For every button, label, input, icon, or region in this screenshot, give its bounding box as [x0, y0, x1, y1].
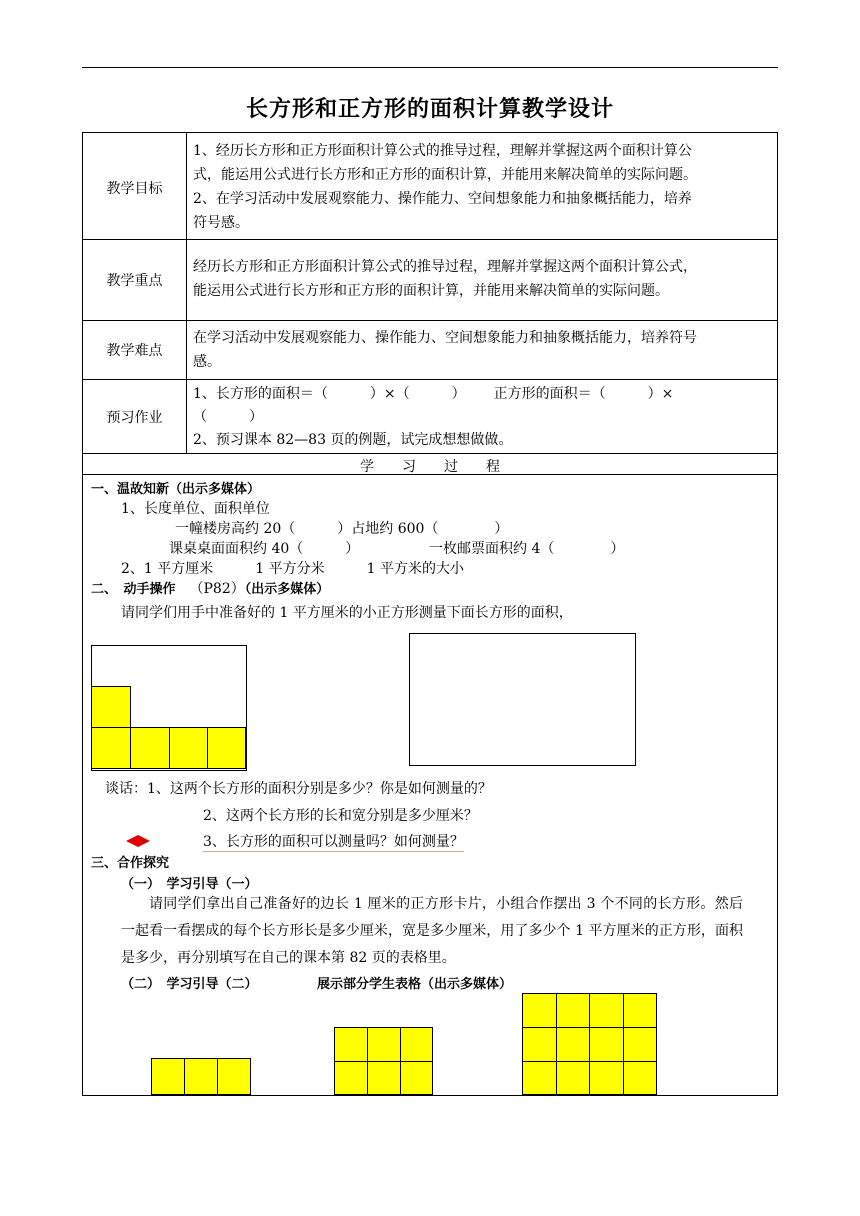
- s3-paragraph: 请同学们拿出自己准备好的边长 1 厘米的正方形卡片，小组合作摆出 3 个不同的长方形。然后一起看一看摆成的每个长方形长是多少厘米，宽是多少厘米，用了多少个 1 平方厘米的正方形，面积是多少，再分别填写在自己的课本第 82 页的表格里。: [121, 896, 743, 966]
- empty-rectangle: [409, 633, 636, 766]
- unit-square: [217, 1058, 251, 1095]
- header-rule: [82, 67, 778, 68]
- s3-sub2: （二） 学习引导（二）: [121, 977, 258, 992]
- section2-heading: 二、 动手操作: [91, 582, 176, 597]
- unit-square: [367, 1061, 401, 1095]
- s1-line2: 一幢楼房高约 20（ ）占地约 600（ ）: [175, 521, 509, 537]
- unit-square: [623, 993, 657, 1028]
- process-header: 学 习 过 程: [360, 459, 500, 475]
- unit-square: [400, 1027, 433, 1062]
- lesson-table: [82, 132, 778, 1096]
- unit-square: [151, 1058, 185, 1095]
- s2-intro: 请同学们用手中准备好的 1 平方厘米的小正方形测量下面长方形的面积，: [121, 605, 573, 621]
- text-line: [193, 383, 773, 406]
- row-divider: [83, 379, 777, 380]
- text-line: 2、预习课本 82—83 页的例题，试完成想想做做。: [193, 432, 513, 448]
- unit-square: [589, 1027, 624, 1062]
- difficulty-content: [193, 326, 773, 374]
- text-line: 1、经历长方形和正方形面积计算公式的推导过程，理解并掌握这两个面积计算公: [193, 143, 692, 159]
- difficulty-label: 教学难点: [106, 343, 163, 359]
- unit-square: [334, 1027, 368, 1062]
- media-note: （出示多媒体）: [244, 582, 330, 597]
- preview-label: 预习作业: [106, 410, 163, 426]
- text-line: 感。: [193, 354, 221, 370]
- text-line: 在学习活动中发展观察能力、操作能力、空间想象能力和抽象概括能力，培养符号: [193, 330, 697, 346]
- text-line: 2、在学习活动中发展观察能力、操作能力、空间想象能力和抽象概括能力，培养: [193, 191, 692, 207]
- section3-heading: 三、合作探究: [91, 856, 170, 871]
- preview-content: [193, 383, 773, 452]
- row-divider: [83, 453, 777, 454]
- unit-square: [556, 1061, 590, 1095]
- page-ref: （P82）: [189, 581, 245, 597]
- s1-line1: 1、长度单位、面积单位: [121, 501, 270, 517]
- unit-square: [334, 1061, 368, 1095]
- text-line: （ ）: [193, 409, 263, 425]
- s1-line4: 2、1 平方厘米 1 平方分米 1 平方米的大小: [121, 561, 464, 577]
- column-divider: [186, 133, 187, 453]
- unit-square: [91, 686, 131, 728]
- key-content: [193, 255, 773, 303]
- unit-square: [400, 1061, 433, 1095]
- goal-content: [193, 139, 773, 235]
- square-formula-blank: 正方形的面积＝（ ）×: [493, 386, 674, 402]
- s2-question1: 谈话：1、这两个长方形的面积分别是多少？你是如何测量的？: [105, 781, 492, 797]
- unit-square: [367, 1027, 401, 1062]
- rect-formula-blank: 1、长方形的面积＝（ ）×（ ）: [193, 386, 466, 402]
- unit-square: [623, 1027, 657, 1062]
- s3-sub2-note: 展示部分学生表格（出示多媒体）: [317, 977, 513, 992]
- unit-square: [522, 993, 557, 1028]
- unit-square: [556, 993, 590, 1028]
- goal-label: 教学目标: [106, 181, 163, 197]
- section1-heading: 一、温故知新（出示多媒体）: [91, 482, 261, 497]
- unit-square: [556, 1027, 590, 1062]
- row-divider: [83, 239, 777, 240]
- unit-square: [130, 727, 170, 769]
- unit-square: [184, 1058, 218, 1095]
- s1-line3a: 课桌桌面面积约 40（ ）: [169, 541, 360, 557]
- row-divider: [83, 320, 777, 321]
- page-title: 长方形和正方形的面积计算教学设计: [245, 97, 614, 122]
- text-line: 经历长方形和正方形面积计算公式的推导过程，理解并掌握这两个面积计算公式，: [193, 259, 697, 275]
- unit-square: [91, 727, 131, 769]
- section2-heading-line: [91, 578, 329, 598]
- text-line: 符号感。: [193, 215, 249, 231]
- text-line: 式，能运用公式进行长方形和正方形的面积计算，并能用来解决简单的实际问题。: [193, 167, 697, 183]
- unit-square: [589, 993, 624, 1028]
- unit-square: [522, 1027, 557, 1062]
- unit-square: [207, 727, 246, 769]
- unit-square: [589, 1061, 624, 1095]
- text-line: 能运用公式进行长方形和正方形的面积计算，并能用来解决简单的实际问题。: [193, 283, 669, 299]
- s2-question2: 2、这两个长方形的长和宽分别是多少厘米？: [203, 808, 478, 824]
- unit-square: [169, 727, 208, 769]
- s1-line3b: 一枚邮票面积约 4（ ）: [429, 541, 625, 557]
- unit-square: [623, 1061, 657, 1095]
- s3-sub1: （一） 学习引导（一）: [121, 877, 258, 892]
- diamond-marker-icon: [125, 834, 151, 848]
- unit-square: [522, 1061, 557, 1095]
- key-label: 教学重点: [106, 273, 163, 289]
- s2-question3: 3、长方形的面积可以测量吗？如何测量？: [203, 831, 464, 852]
